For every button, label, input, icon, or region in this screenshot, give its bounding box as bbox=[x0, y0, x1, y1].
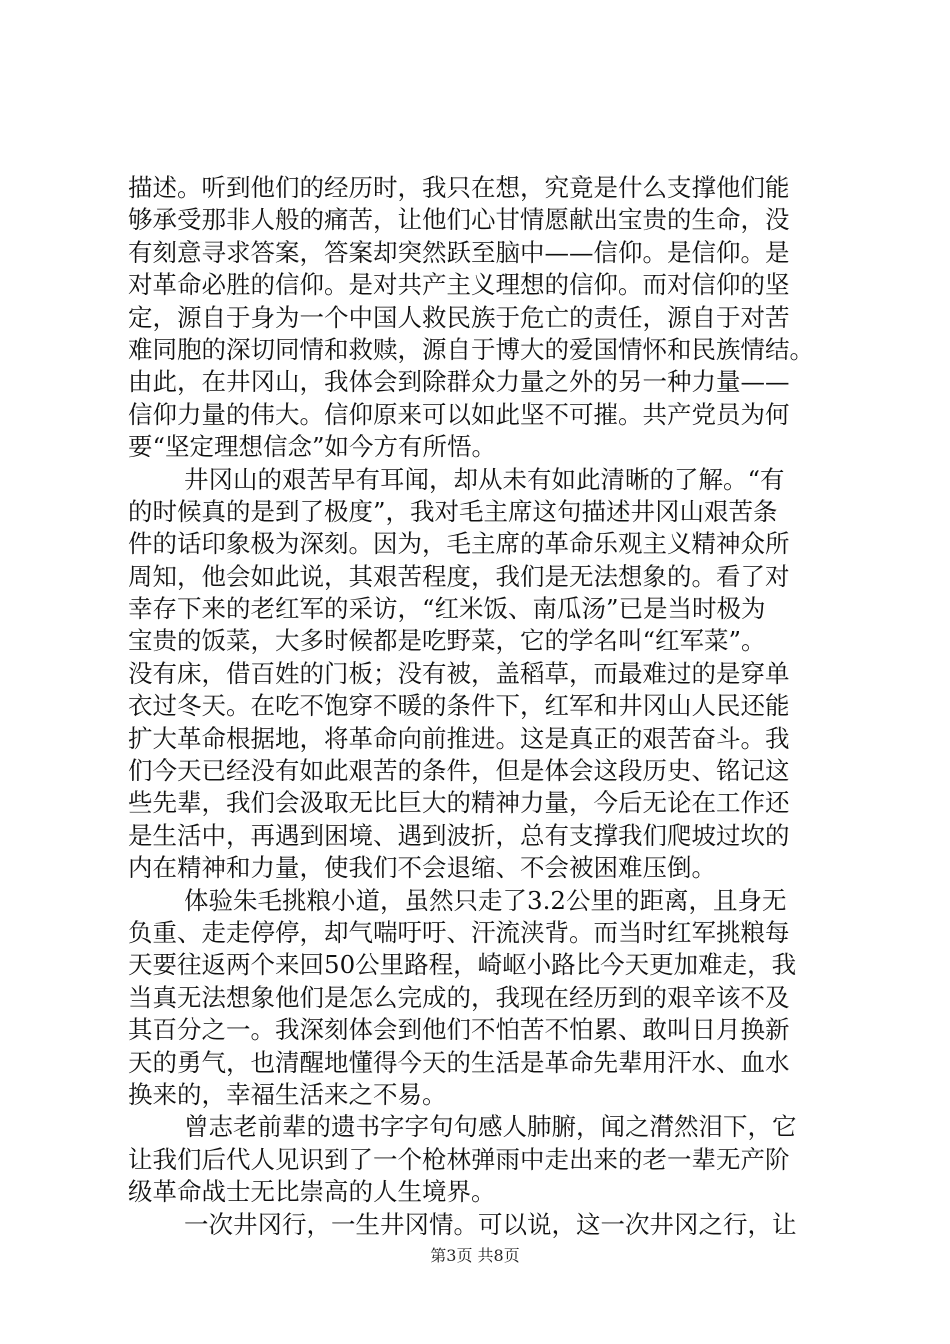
text-line: 的时候真的是到了极度”，我对毛主席这句描述井冈山艰苦条 bbox=[128, 496, 778, 526]
text-line: 是生活中，再遇到困境、遇到波折，总有支撑我们爬坡过坎的 bbox=[128, 820, 790, 850]
text-line: 由此，在井冈山，我体会到除群众力量之外的另一种力量—— bbox=[128, 367, 790, 397]
text-line: 天要往返两个来回50公里路程，崎岖小路比今天更加难走，我 bbox=[128, 950, 797, 980]
page-number-footer: 第3页 共8页 bbox=[430, 1246, 520, 1265]
text-line: 件的话印象极为深刻。因为，毛主席的革命乐观主义精神众所 bbox=[128, 529, 790, 559]
text-line: 当真无法想象他们是怎么完成的，我现在经历到的艰辛该不及 bbox=[128, 982, 790, 1012]
text-line: 有刻意寻求答案，答案却突然跃至脑中——信仰。是信仰。是 bbox=[128, 237, 790, 267]
text-line: 们今天已经没有如此艰苦的条件，但是体会这段历史、铭记这 bbox=[128, 756, 790, 786]
text-line: 宝贵的饭菜，大多时候都是吃野菜，它的学名叫“红军菜”。 bbox=[128, 626, 766, 656]
text-line: 让我们后代人见识到了一个枪林弹雨中走出来的老一辈无产阶 bbox=[128, 1144, 790, 1174]
text-line: 其百分之一。我深刻体会到他们不怕苦不怕累、敢叫日月换新 bbox=[128, 1015, 790, 1045]
text-line: 对革命必胜的信仰。是对共产主义理想的信仰。而对信仰的坚 bbox=[128, 270, 790, 300]
text-line: 些先辈，我们会汲取无比巨大的精神力量，今后无论在工作还 bbox=[128, 788, 790, 818]
text-line: 换来的，幸福生活来之不易。 bbox=[128, 1079, 447, 1109]
text-line: 信仰力量的伟大。信仰原来可以如此坚不可摧。共产党员为何 bbox=[128, 399, 790, 429]
paragraph-first-line: 一次井冈行，一生井冈情。可以说，这一次井冈之行，让 bbox=[184, 1209, 797, 1239]
text-line: 要“坚定理想信念”如今方有所悟。 bbox=[128, 432, 497, 462]
text-line: 周知，他会如此说，其艰苦程度，我们是无法想象的。看了对 bbox=[128, 561, 790, 591]
text-line: 内在精神和力量，使我们不会退缩、不会被困难压倒。 bbox=[128, 853, 716, 883]
document-body bbox=[128, 172, 828, 1241]
text-line: 难同胞的深切同情和救赎，源自于博大的爱国情怀和民族情结。 bbox=[128, 334, 814, 364]
text-line: 够承受那非人般的痛苦，让他们心甘情愿献出宝贵的生命，没 bbox=[128, 205, 790, 235]
text-line: 级革命战士无比崇高的人生境界。 bbox=[128, 1177, 496, 1207]
paragraph-first-line: 井冈山的艰苦早有耳闻，却从未有如此清晰的了解。“有 bbox=[184, 464, 785, 494]
text-line: 没有床，借百姓的门板；没有被，盖稻草，而最难过的是穿单 bbox=[128, 658, 790, 688]
text-line: 衣过冬天。在吃不饱穿不暖的条件下，红军和井冈山人民还能 bbox=[128, 691, 790, 721]
paragraph-first-line: 体验朱毛挑粮小道，虽然只走了3.2公里的距离，且身无 bbox=[184, 885, 787, 915]
text-line: 负重、走走停停，却气喘吁吁、汗流浃背。而当时红军挑粮每 bbox=[128, 917, 790, 947]
text-line: 天的勇气，也清醒地懂得今天的生活是革命先辈用汗水、血水 bbox=[128, 1047, 790, 1077]
text-line: 描述。听到他们的经历时，我只在想，究竟是什么支撑他们能 bbox=[128, 173, 790, 202]
text-line: 幸存下来的老红军的采访，“红米饭、南瓜汤”已是当时极为 bbox=[128, 594, 766, 624]
text-line: 扩大革命根据地，将革命向前推进。这是真正的艰苦奋斗。我 bbox=[128, 723, 790, 753]
text-line: 定，源自于身为一个中国人救民族于危亡的责任，源自于对苦 bbox=[128, 302, 790, 332]
paragraph-first-line: 曾志老前辈的遗书字字句句感人肺腑，闻之潸然泪下，它 bbox=[184, 1112, 797, 1142]
